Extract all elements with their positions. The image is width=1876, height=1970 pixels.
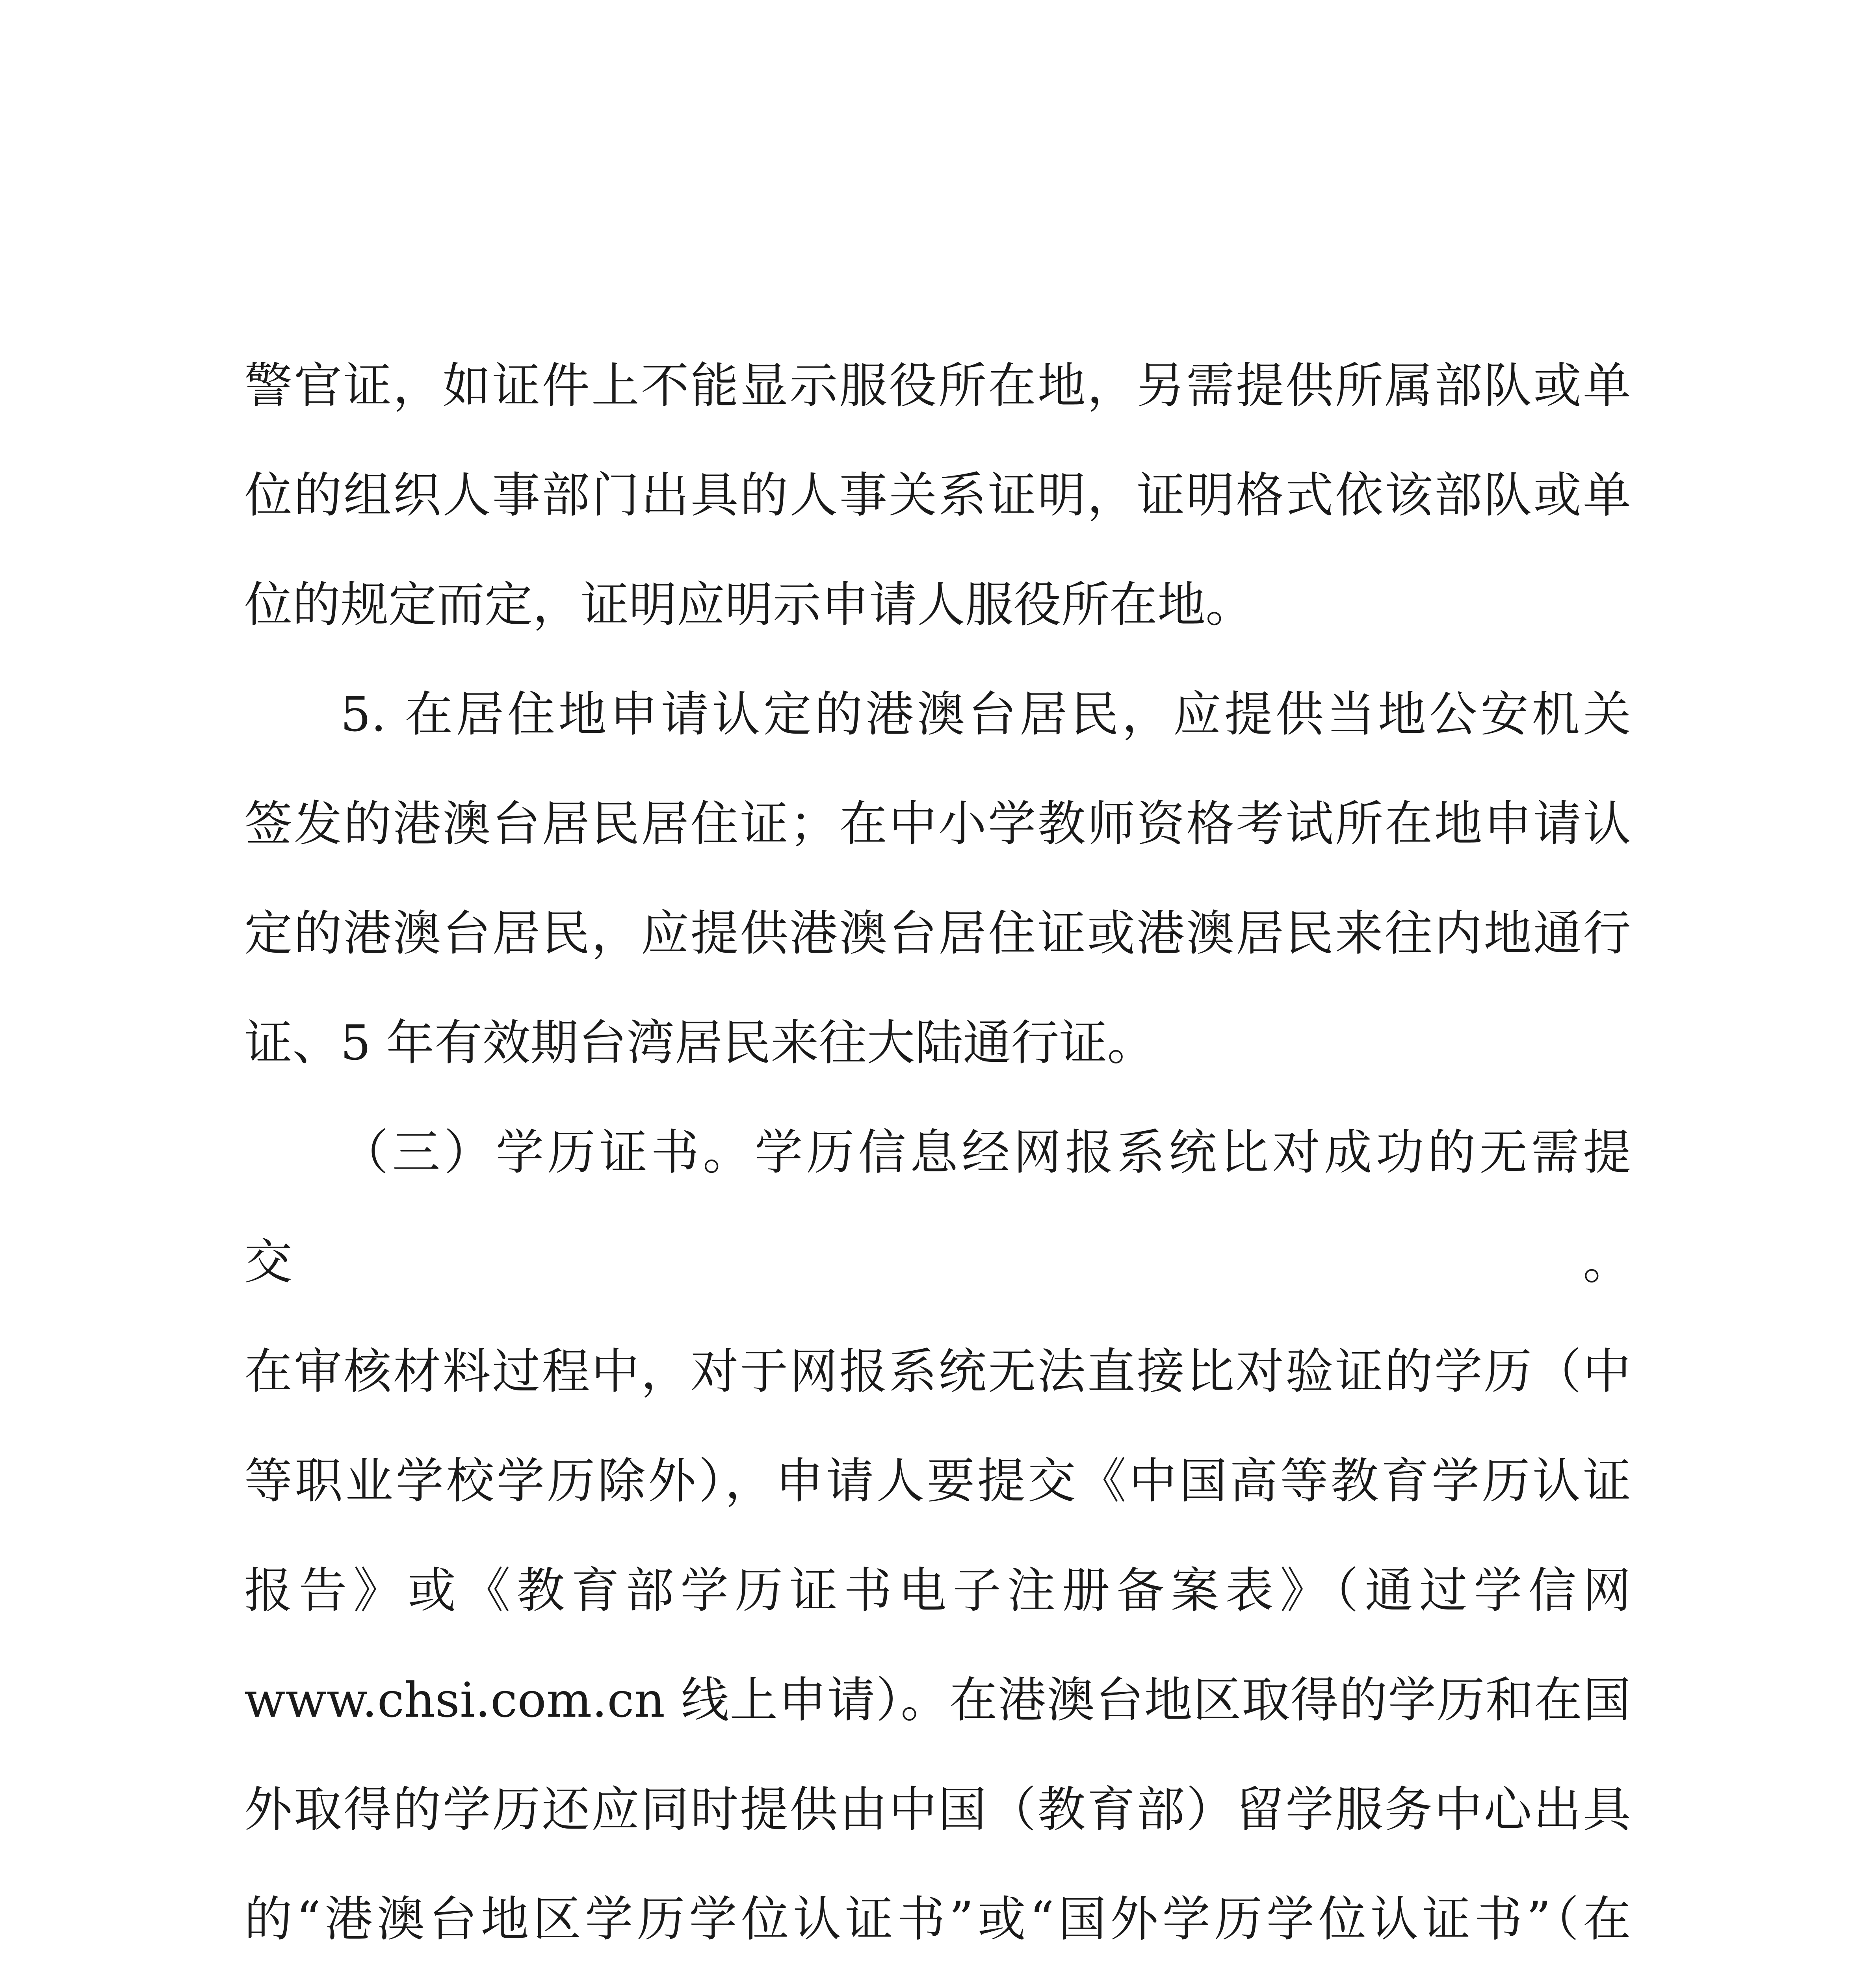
text-line: 位的规定而定，证明应明示申请人服役所在地。: [244, 577, 1254, 633]
text-line: 的“港澳台地区学历学位认证书”或“国外学历学位认证书”（在: [244, 1891, 1631, 1947]
text-line: 证、5 年有效期台湾居民来往大陆通行证。: [244, 1015, 1155, 1071]
text-line: 外取得的学历还应同时提供由中国（教育部）留学服务中心出具: [244, 1782, 1631, 1838]
text-line: 5. 在居住地申请认定的港澳台居民，应提供当地公安机关: [340, 686, 1631, 742]
document-body: [244, 331, 1631, 1970]
paragraph-hk-macao-taiwan-residents: [244, 660, 1631, 1098]
paragraph-education-certificate: [244, 1098, 1631, 1970]
text-line: 报告》或《教育部学历证书电子注册备案表》（通过学信网: [244, 1563, 1631, 1619]
text-line: （三）学历证书。学历信息经网报系统比对成功的无需提交。: [244, 1124, 1631, 1290]
text-line: 在审核材料过程中，对于网报系统无法直接比对验证的学历（中: [244, 1344, 1631, 1399]
text-line: 位的组织人事部门出具的人事关系证明，证明格式依该部队或单: [244, 467, 1631, 523]
text-line: 签发的港澳台居民居住证；在中小学教师资格考试所在地申请认: [244, 796, 1631, 852]
text-line: 等职业学校学历除外），申请人要提交《中国高等教育学历认证: [244, 1453, 1631, 1509]
text-line: 警官证，如证件上不能显示服役所在地，另需提供所属部队或单: [244, 358, 1631, 414]
text-line: 定的港澳台居民，应提供港澳台居住证或港澳居民来往内地通行: [244, 905, 1631, 961]
text-line: www.chsi.com.cn 线上申请）。在港澳台地区取得的学历和在国: [244, 1672, 1631, 1728]
paragraph-service-location: [244, 331, 1631, 660]
